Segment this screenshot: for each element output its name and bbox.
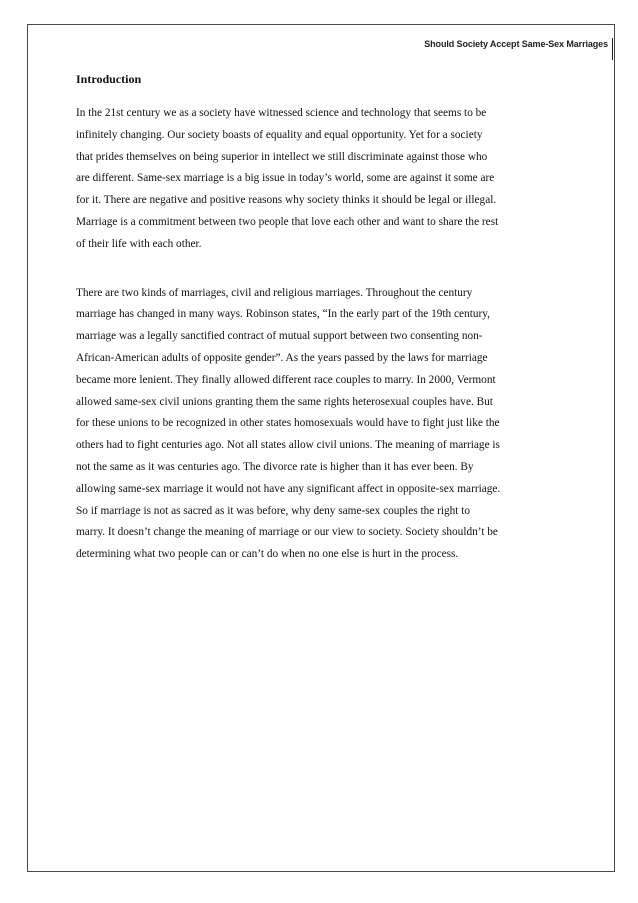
paragraph-intro bbox=[76, 103, 565, 256]
document-body bbox=[76, 71, 565, 566]
text-line: marriage has changed in many ways. Robinson states, “In the early part of the 19th century, bbox=[76, 308, 490, 321]
text-line: Marriage is a commitment between two people that love each other and want to share the rest bbox=[76, 215, 499, 228]
paragraph-marriage-kinds bbox=[76, 283, 565, 566]
running-header: Should Society Accept Same-Sex Marriages bbox=[424, 38, 613, 60]
text-line: for it. There are negative and positive reasons why society thinks it should be legal or illegal. bbox=[76, 194, 497, 207]
text-line: others had to fight centuries ago. Not all states allow civil unions. The meaning of marriage is bbox=[76, 439, 500, 452]
text-line: So if marriage is not as sacred as it was before, why deny same-sex couples the right to bbox=[76, 504, 471, 517]
text-line: marriage was a legally sanctified contract of mutual support between two consenting non- bbox=[76, 330, 483, 343]
section-heading: Introduction bbox=[76, 72, 142, 86]
text-line: determining what two people can or can’t do when no one else is hurt in the process. bbox=[76, 548, 459, 561]
text-line: In the 21st century we as a society have witnessed science and technology that seems to be bbox=[76, 107, 487, 119]
text-line: for these unions to be recognized in other states homosexuals would have to fight just like the bbox=[76, 417, 500, 430]
text-line: allowing same-sex marriage it would not have any significant affect in opposite-sex marriage. bbox=[76, 482, 501, 495]
text-line: infinitely changing. Our society boasts of equality and equal opportunity. Yet for a society bbox=[76, 128, 483, 141]
text-line: allowed same-sex civil unions granting them the same rights heterosexual couples have. But bbox=[76, 395, 493, 408]
text-line: African-American adults of opposite gender”. As the years passed by the laws for marriage bbox=[76, 351, 488, 364]
text-line: marry. It doesn’t change the meaning of marriage or our view to society. Society shouldn’t be bbox=[76, 526, 498, 539]
text-line: There are two kinds of marriages, civil and religious marriages. Throughout the century bbox=[76, 286, 473, 299]
text-line: of their life with each other. bbox=[76, 237, 202, 250]
text-line: are different. Same-sex marriage is a big issue in today’s world, some are against it some are bbox=[76, 172, 495, 185]
text-line: that prides themselves on being superior in intellect we still discriminate against those who bbox=[76, 150, 488, 163]
text-line: became more lenient. They finally allowed different race couples to marry. In 2000, Vermont bbox=[76, 373, 496, 386]
text-line: not the same as it was centuries ago. The divorce rate is higher than it has ever been. By bbox=[76, 460, 474, 473]
